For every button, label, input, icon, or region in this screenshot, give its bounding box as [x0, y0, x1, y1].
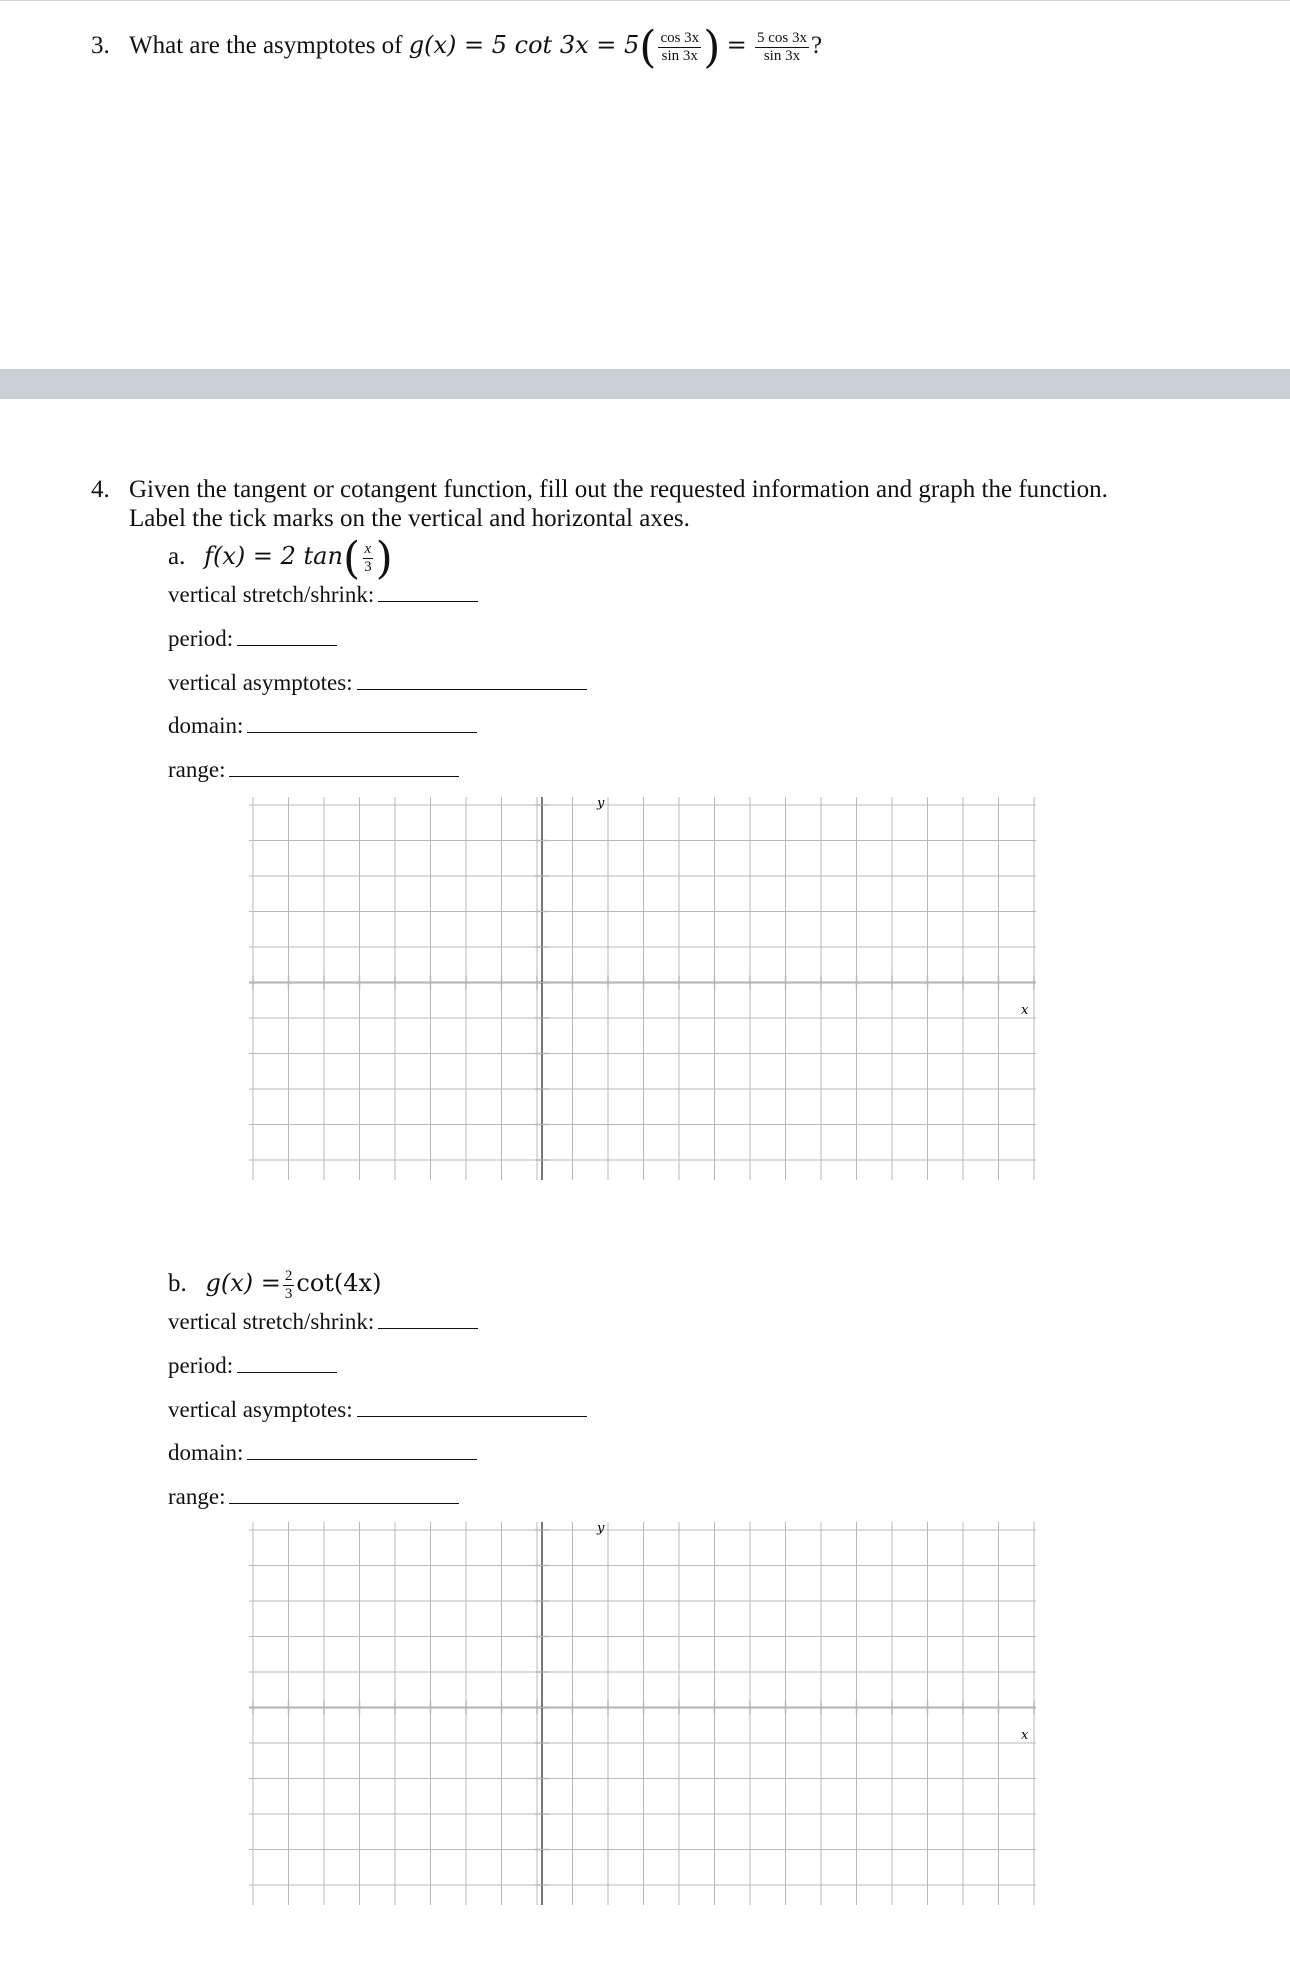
domain-blank[interactable]: [247, 1441, 477, 1460]
part-a-fraction-denominator: 3: [364, 559, 372, 575]
part-b-stretch-field: [168, 1308, 478, 1335]
stretch-label: vertical stretch/shrink:: [168, 1309, 375, 1334]
period-blank[interactable]: [237, 1354, 337, 1373]
y-axis-label: y: [597, 1522, 605, 1536]
part-a-fraction-numerator: x: [364, 541, 372, 557]
stretch-label: vertical stretch/shrink:: [168, 582, 375, 607]
asymptotes-blank[interactable]: [357, 671, 587, 690]
period-label: period:: [168, 1353, 234, 1378]
part-a-stretch-field: [168, 581, 478, 608]
asymptotes-label: vertical asymptotes:: [168, 670, 353, 695]
question-4-number: 4.: [91, 476, 110, 503]
left-paren: (: [639, 22, 657, 73]
range-blank[interactable]: [229, 1485, 459, 1504]
domain-blank[interactable]: [247, 714, 477, 733]
part-b-fraction-denominator: 3: [284, 1286, 293, 1302]
right-paren: ): [703, 22, 721, 73]
part-b-heading: [168, 1268, 381, 1303]
fraction-1-numerator: cos 3x: [660, 30, 700, 46]
part-b-fraction-numerator: 2: [284, 1268, 293, 1284]
fraction-2-denominator: sin 3x: [763, 48, 801, 64]
part-b-fraction: [283, 1268, 295, 1303]
part-b-label: b.: [168, 1270, 187, 1298]
range-label: range:: [168, 757, 226, 782]
x-axis-label: x: [1021, 1728, 1029, 1743]
question-3: [91, 22, 823, 73]
part-a-graph-grid[interactable]: [249, 797, 1036, 1180]
graph-b-svg: [249, 1522, 1036, 1905]
y-axis-label: y: [597, 797, 605, 811]
fraction-2-numerator: 5 cos 3x: [756, 30, 807, 46]
part-a-function: f(x) = 2 tan: [204, 542, 343, 571]
right-paren-a: ): [375, 533, 393, 584]
graph-a-svg: [249, 797, 1036, 1180]
stretch-blank[interactable]: [378, 583, 478, 602]
asymptotes-label: vertical asymptotes:: [168, 1397, 353, 1422]
domain-label: domain:: [168, 713, 244, 738]
part-b-asymptotes-field: [168, 1396, 587, 1423]
part-b-function-prefix: g(x) =: [205, 1269, 281, 1298]
question-3-function: g(x) = 5 cot 3x = 5: [408, 31, 640, 60]
part-a-asymptotes-field: [168, 669, 587, 696]
part-a-period-field: [168, 625, 337, 652]
question-mark: ?: [810, 32, 823, 60]
period-blank[interactable]: [237, 627, 337, 646]
part-a-heading: [168, 533, 393, 584]
part-b-function-suffix: cot(4x): [296, 1269, 382, 1298]
part-b-graph-grid[interactable]: [249, 1522, 1036, 1905]
x-axis-label: x: [1021, 1003, 1029, 1018]
part-b-range-field: [168, 1483, 459, 1510]
question-4-line-2: [129, 504, 690, 533]
part-a-range-field: [168, 756, 459, 783]
part-a-fraction: [362, 541, 374, 576]
stretch-blank[interactable]: [378, 1310, 478, 1329]
range-label: range:: [168, 1484, 226, 1509]
question-3-fraction-2: [755, 30, 809, 65]
fraction-1-denominator: sin 3x: [661, 48, 698, 64]
period-label: period:: [168, 626, 234, 651]
part-a-label: a.: [168, 543, 186, 571]
question-3-number: 3.: [91, 32, 110, 60]
asymptotes-blank[interactable]: [357, 1398, 587, 1417]
range-blank[interactable]: [229, 758, 459, 777]
question-4-line-1: [91, 475, 1108, 504]
question-3-fraction-1: [658, 30, 701, 65]
domain-label: domain:: [168, 1440, 244, 1465]
top-divider: [0, 0, 1290, 1]
part-b-domain-field: [168, 1439, 477, 1466]
left-paren-a: (: [342, 533, 361, 584]
part-b-period-field: [168, 1352, 337, 1379]
question-4-instructions: Given the tangent or cotangent function, fill out the requested information and graph the function.: [129, 476, 1108, 503]
question-4-instructions-2: Label the tick marks on the vertical and horizontal axes.: [129, 505, 690, 532]
question-3-text: What are the asymptotes of: [129, 32, 403, 60]
part-a-domain-field: [168, 712, 477, 739]
section-divider-band: [0, 369, 1290, 399]
equals-sign: =: [726, 31, 747, 60]
